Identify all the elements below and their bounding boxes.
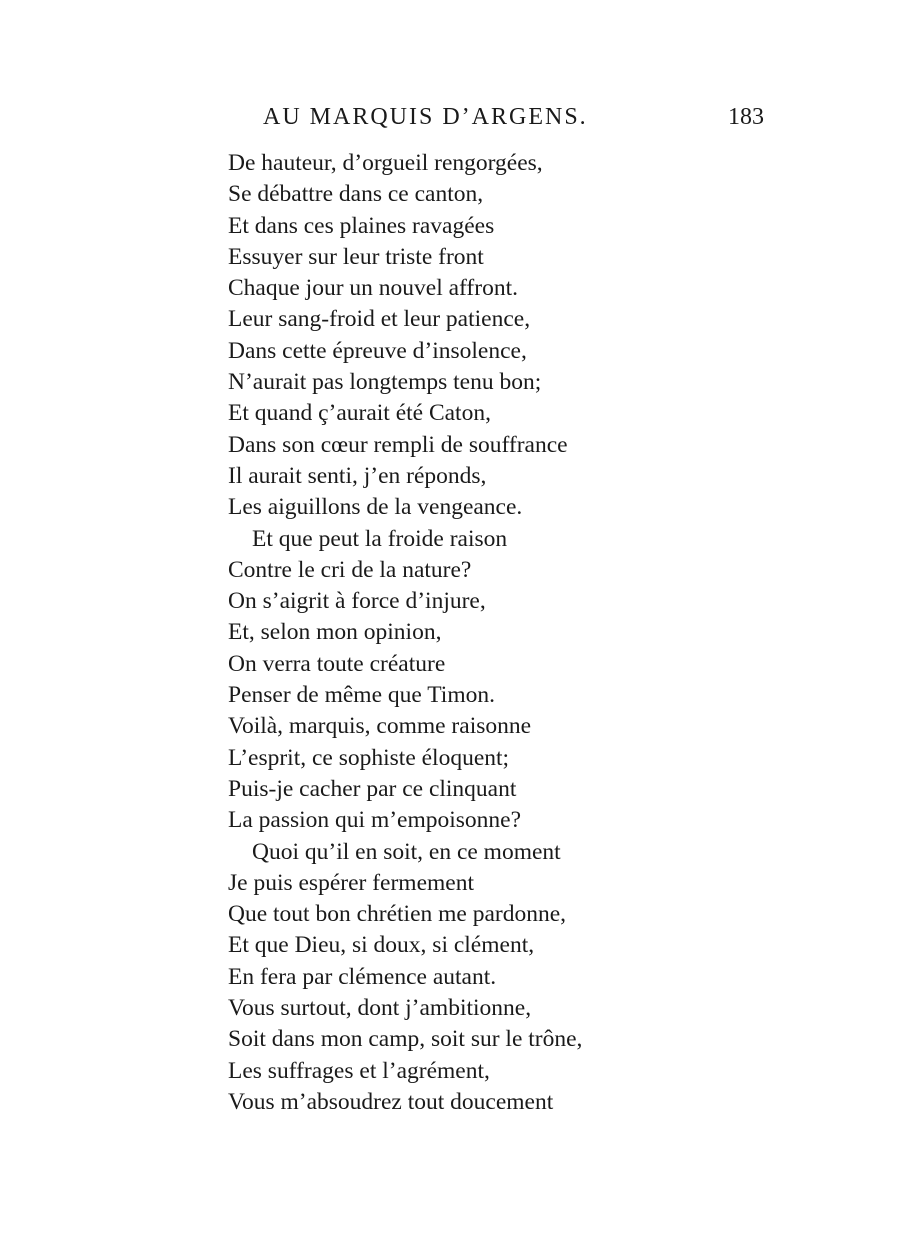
verse-line: Et dans ces plaines ravagées [228,212,495,239]
verse-line: Essuyer sur leur triste front [228,243,484,270]
page-header [0,104,900,140]
verse-line: Je puis espérer fermement [228,869,474,896]
verse-line: Leur sang-froid et leur patience, [228,306,531,333]
verse-line: Les aiguillons de la vengeance. [228,494,523,521]
verse-line: Se débattre dans ce canton, [228,181,484,208]
verse-line: On s’aigrit à force d’injure, [228,588,486,615]
verse-line: La passion qui m’empoisonne? [228,807,522,834]
verse-line: Puis-je cacher par ce clinquant [228,775,517,802]
page-number: 183 [728,104,764,130]
verse-line: Que tout bon chrétien me pardonne, [228,901,567,928]
verse-line: Contre le cri de la nature? [228,556,472,583]
verse-line: N’aurait pas longtemps tenu bon; [228,369,542,396]
verse-line: Vous m’absoudrez tout doucement [228,1088,554,1115]
verse-line: Vous surtout, dont j’ambitionne, [228,995,532,1022]
verse-line: Dans cette épreuve d’insolence, [228,337,527,364]
verse-line: Soit dans mon camp, soit sur le trône, [228,1026,583,1053]
poem-text [228,148,648,1118]
verse-line: Les suffrages et l’agrément, [228,1057,490,1084]
verse-line: L’esprit, ce sophiste éloquent; [228,744,510,771]
verse-line: De hauteur, d’orgueil rengorgées, [228,150,543,176]
verse-line-indented: Quoi qu’il en soit, en ce moment [252,838,561,865]
verse-line: On verra toute créature [228,650,446,677]
verse-line: Chaque jour un nouvel affront. [228,275,518,302]
verse-line: Voilà, marquis, comme raisonne [228,713,532,740]
verse-line: Dans son cœur rempli de souffrance [228,431,568,458]
verse-line: Et, selon mon opinion, [228,619,442,646]
verse-line: Penser de même que Timon. [228,682,495,709]
running-title: AU MARQUIS D’ARGENS. [263,104,588,130]
verse-line: Il aurait senti, j’en réponds, [228,462,487,489]
verse-line-indented: Et que peut la froide raison [252,525,508,552]
verse-line: En fera par clémence autant. [228,963,497,990]
verse-line: Et quand ç’aurait été Caton, [228,400,491,427]
verse-line: Et que Dieu, si doux, si clément, [228,932,535,959]
